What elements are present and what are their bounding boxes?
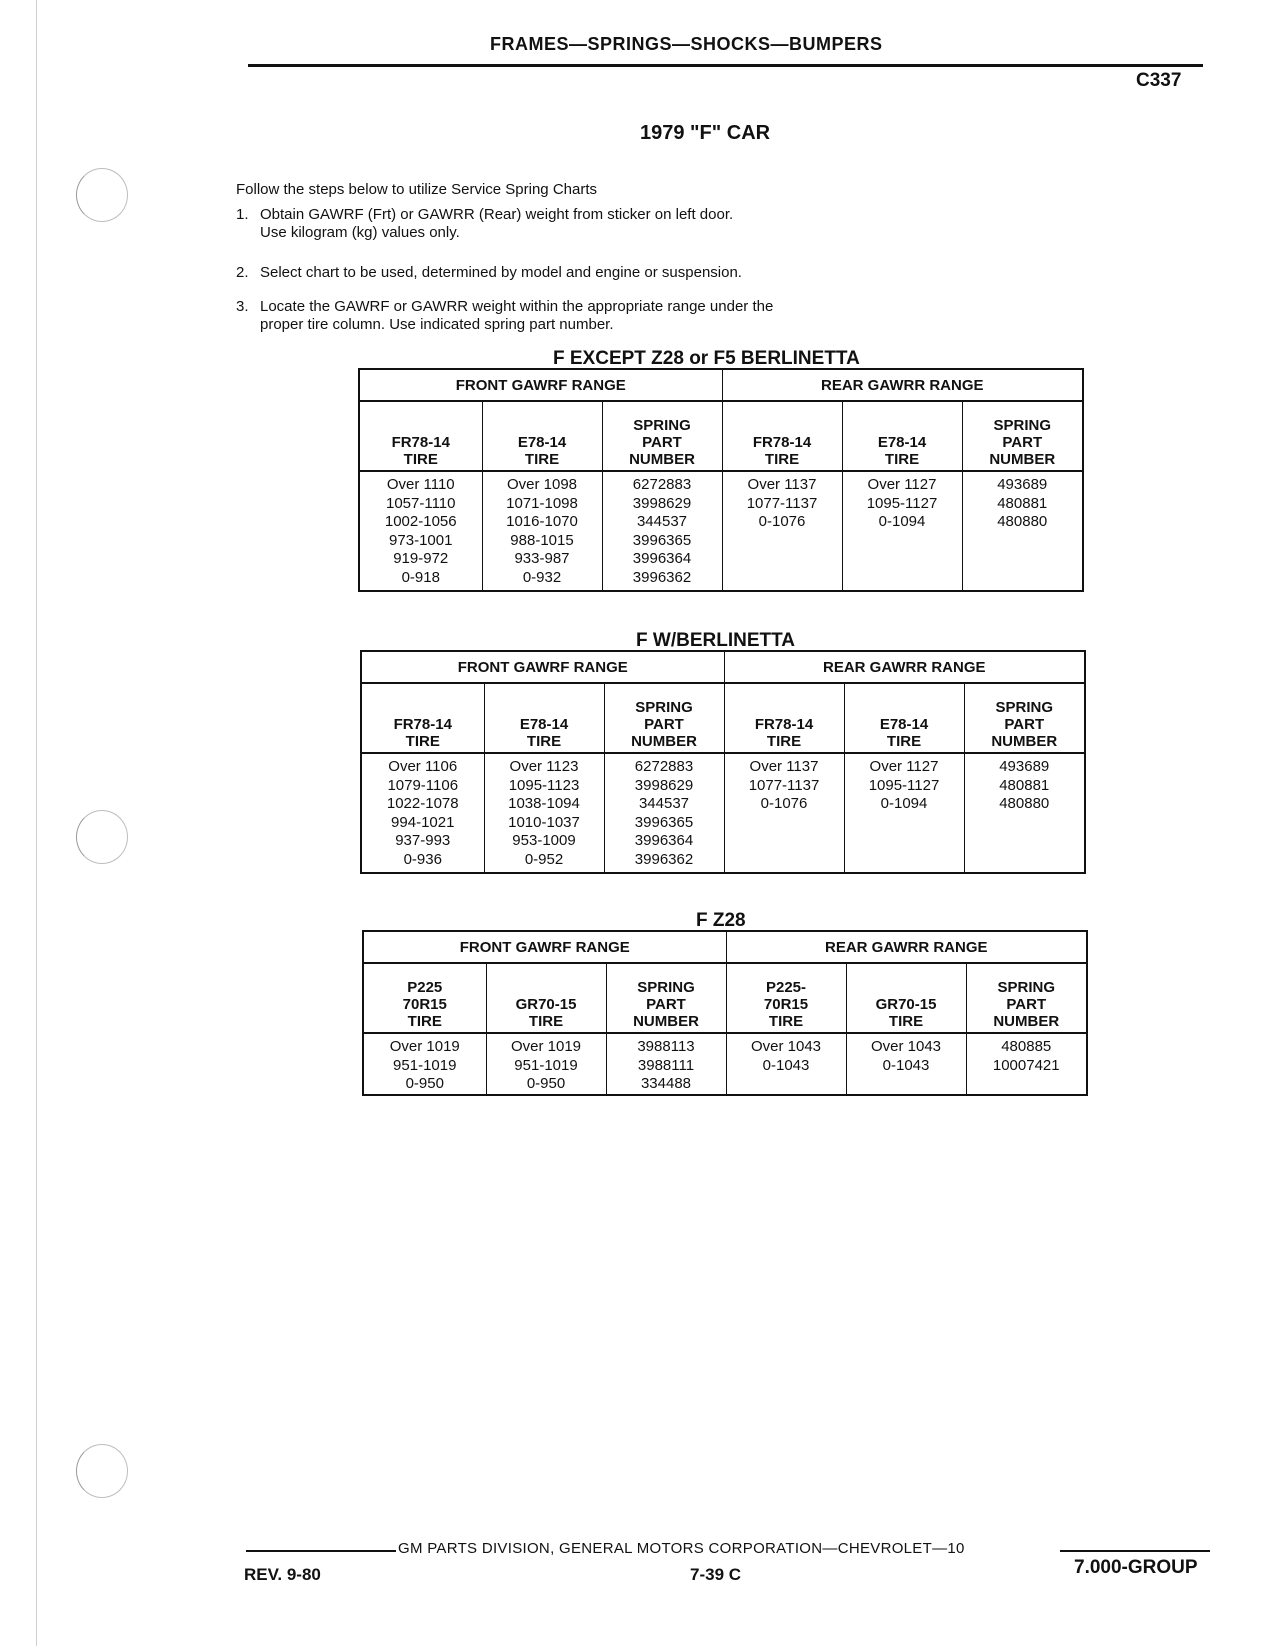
rear-range-header: REAR GAWRR RANGE [722,369,1083,401]
footer-group-number: 7.000-GROUP [1074,1557,1198,1578]
column-header: E78-14 TIRE [844,683,964,753]
instruction-step [236,206,733,242]
rear-range-header: REAR GAWRR RANGE [724,651,1085,683]
column-header: P225- 70R15 TIRE [726,963,846,1033]
table-cell: Over 1019 951-1019 0-950 [363,1033,486,1095]
rear-range-header: REAR GAWRR RANGE [726,931,1087,963]
table-cell: Over 1019 951-1019 0-950 [486,1033,606,1095]
table-cell: Over 1127 1095-1127 0-1094 [842,471,962,591]
table-cell: 6272883 3998629 344537 3996365 3996364 3996362 [604,753,724,873]
header-rule [248,64,1203,67]
footer-publisher: GM PARTS DIVISION, GENERAL MOTORS CORPORATION—CHEVROLET—10 [398,1540,965,1557]
table-cell: 480885 10007421 [966,1033,1087,1095]
column-header: FR78-14 TIRE [722,401,842,471]
column-header: E78-14 TIRE [482,401,602,471]
footer-rule [1060,1550,1210,1552]
column-header: SPRING PART NUMBER [966,963,1087,1033]
table-cell: 493689 480881 480880 [964,753,1085,873]
front-range-header: FRONT GAWRF RANGE [363,931,726,963]
column-header: GR70-15 TIRE [486,963,606,1033]
section-title: FRAMES—SPRINGS—SHOCKS—BUMPERS [490,34,883,54]
column-header: SPRING PART NUMBER [964,683,1085,753]
step-text: Select chart to be used, determined by model and engine or suspension. [260,264,742,281]
column-header: FR78-14 TIRE [361,683,484,753]
table-cell: Over 1123 1095-1123 1038-1094 1010-1037 953-1009 0-952 [484,753,604,873]
table-cell: 3988113 3988111 334488 [606,1033,726,1095]
table-cell: Over 1043 0-1043 [846,1033,966,1095]
table-cell: Over 1110 1057-1110 1002-1056 973-1001 919-972 0-918 [359,471,482,591]
column-header: SPRING PART NUMBER [962,401,1083,471]
spring-chart-table [360,650,1086,874]
step-text-continued: Use kilogram (kg) values only. [260,224,460,241]
step-text: Obtain GAWRF (Frt) or GAWRR (Rear) weight from sticker on left door. [260,206,734,223]
table-cell: Over 1106 1079-1106 1022-1078 994-1021 937-993 0-936 [361,753,484,873]
step-text: Locate the GAWRF or GAWRR weight within the appropriate range under the [260,298,774,315]
binder-hole [76,810,128,864]
spring-chart-table [362,930,1088,1096]
column-header: FR78-14 TIRE [359,401,482,471]
instruction-step [236,298,773,334]
footer-page-number: 7-39 C [690,1565,742,1584]
column-header: E78-14 TIRE [842,401,962,471]
column-header: P225 70R15 TIRE [363,963,486,1033]
chart-title: F EXCEPT Z28 or F5 BERLINETTA [553,348,860,369]
spring-chart-table [358,368,1084,592]
column-header: SPRING PART NUMBER [604,683,724,753]
step-number: 1. [236,206,249,223]
table-cell: 493689 480881 480880 [962,471,1083,591]
front-range-header: FRONT GAWRF RANGE [361,651,724,683]
step-number: 3. [236,298,249,315]
binder-hole [76,168,128,222]
column-header: FR78-14 TIRE [724,683,844,753]
column-header: E78-14 TIRE [484,683,604,753]
front-range-header: FRONT GAWRF RANGE [359,369,722,401]
page-code: C337 [1136,70,1182,91]
instruction-step [236,264,742,282]
table-cell: Over 1098 1071-1098 1016-1070 988-1015 933-987 0-932 [482,471,602,591]
table-cell: Over 1137 1077-1137 0-1076 [724,753,844,873]
column-header: GR70-15 TIRE [846,963,966,1033]
footer-rule [246,1550,396,1552]
page-title: 1979 "F" CAR [640,122,771,144]
step-number: 2. [236,264,249,281]
chart-title: F W/BERLINETTA [636,630,796,651]
table-cell: Over 1043 0-1043 [726,1033,846,1095]
table-cell: Over 1127 1095-1127 0-1094 [844,753,964,873]
step-text-continued: proper tire column. Use indicated spring part number. [260,316,614,333]
table-cell: 6272883 3998629 344537 3996365 3996364 3996362 [602,471,722,591]
footer-revision: REV. 9-80 [244,1565,321,1584]
instructions-intro: Follow the steps below to utilize Service Spring Charts [236,181,597,198]
column-header: SPRING PART NUMBER [602,401,722,471]
binder-hole [76,1444,128,1498]
page-margin-line [36,0,37,1646]
table-cell: Over 1137 1077-1137 0-1076 [722,471,842,591]
column-header: SPRING PART NUMBER [606,963,726,1033]
chart-title: F Z28 [696,910,746,931]
